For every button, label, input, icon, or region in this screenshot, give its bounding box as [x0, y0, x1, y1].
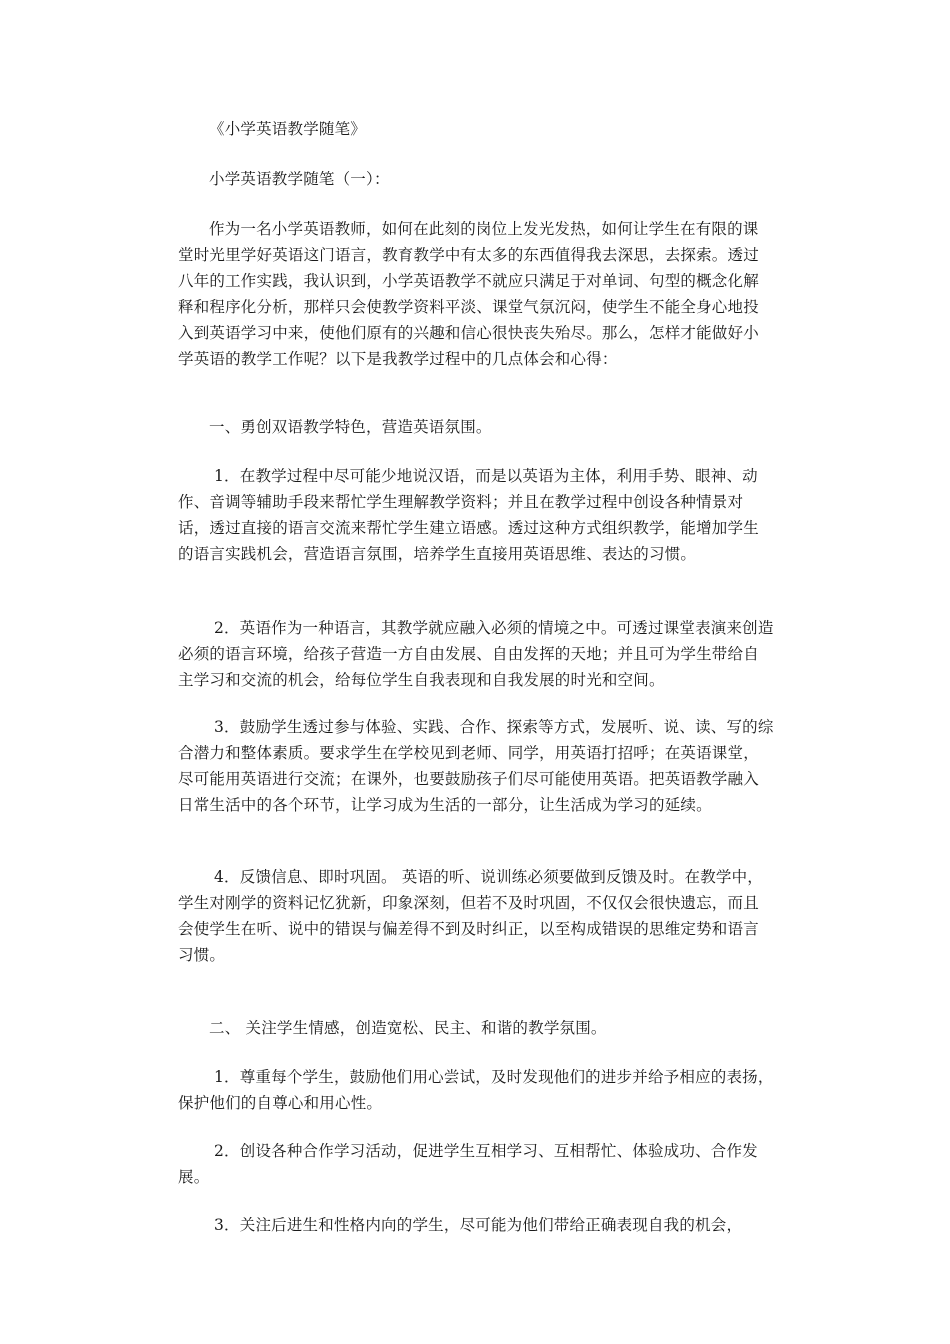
section-2-item-2: 2．创设各种合作学习活动，促进学生互相学习、互相帮忙、体验成功、合作发展。	[178, 1142, 758, 1186]
section-1-item-2: 2．英语作为一种语言，其教学就应融入必须的情境之中。可透过课堂表演来创造必须的语言环境，给孩子营造一方自由发展、自由发挥的天地；并且可为学生带给自主学习和交流的机会，给每位学生自我表现和自我发展的时光和空间。	[178, 619, 774, 689]
section-1-item-3: 3．鼓励学生透过参与体验、实践、合作、探索等方式，发展听、说、读、写的综合潜力和整体素质。要求学生在学校见到老师、同学，用英语打招呼；在英语课堂，尽可能用英语进行交流；在课外，也要鼓励孩子们尽可能使用英语。把英语教学融入日常生活中的各个环节，让学习成为生活的一部分，让生活成为学习的延续。	[178, 718, 774, 814]
section-2-item-3: 3．关注后进生和性格内向的学生，尽可能为他们带给正确表现自我的机会，	[214, 1216, 743, 1234]
section-1-item-1: 1．在教学过程中尽可能少地说汉语，而是以英语为主体，利用手势、眼神、动作、音调等辅助手段来帮忙学生理解教学资料；并且在教学过程中创设各种情景对话，透过直接的语言交流来帮忙学生建立语感。透过这种方式组织教学，能增加学生的语言实践机会，营造语言氛围，培养学生直接用英语思维、表达的习惯。	[178, 467, 759, 563]
section-2-heading: 二、 关注学生情感，创造宽松、民主、和谐的教学氛围。	[209, 1019, 607, 1037]
section-1-item-4: 4．反馈信息、即时巩固。 英语的听、说训练必须要做到反馈及时。在教学中，学生对刚学的资料记忆犹新，印象深刻，但若不及时巩固，不仅仅会很快遗忘，而且会使学生在听、说中的错误与偏差得不到及时纠正，以至构成错误的思维定势和语言习惯。	[178, 868, 763, 964]
section-2-item-1: 1．尊重每个学生，鼓励他们用心尝试，及时发现他们的进步并给予相应的表扬，保护他们的自尊心和用心性。	[178, 1068, 774, 1112]
document-subtitle: 小学英语教学随笔（一）：	[209, 170, 390, 188]
intro-paragraph: 作为一名小学英语教师，如何在此刻的岗位上发光发热，如何让学生在有限的课堂时光里学好英语这门语言，教育教学中有太多的东西值得我去深思，去探索。透过八年的工作实践，我认识到，小学英语教学不就应只满足于对单词、句型的概念化解释和程序化分析，那样只会使教学资料平淡、课堂气氛沉闷，使学生不能全身心地投入到英语学习中来，使他们原有的兴趣和信心很快丧失殆尽。那么，怎样才能做好小学英语的教学工作呢？以下是我教学过程中的几点体会和心得：	[178, 220, 759, 368]
document-title: 《小学英语教学随笔》	[209, 120, 367, 138]
section-1-heading: 一、勇创双语教学特色，营造英语氛围。	[209, 418, 492, 436]
